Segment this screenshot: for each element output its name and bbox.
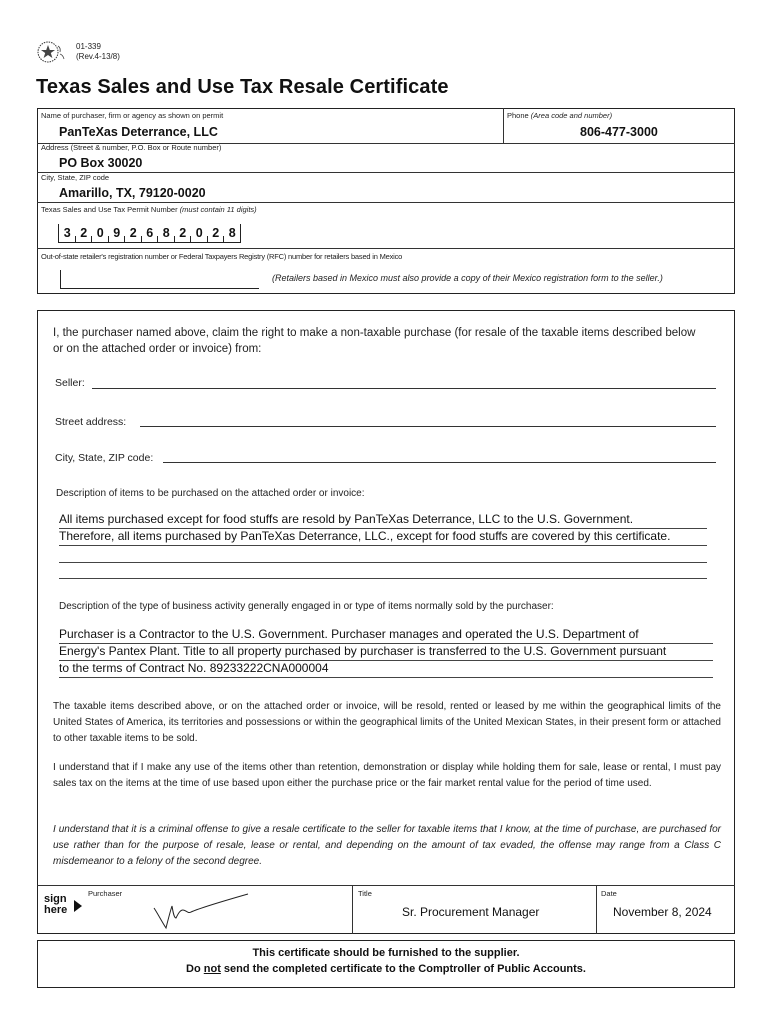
divider (37, 248, 735, 249)
sign-here-marker (44, 894, 67, 916)
form-number (76, 42, 120, 62)
street-address-field[interactable] (140, 412, 716, 427)
seller-label: Seller: (55, 377, 85, 389)
purchaser-signature-label: Purchaser (88, 889, 123, 898)
permit-label-main: Texas Sales and Use Tax Permit Number (41, 205, 178, 214)
footer-line-2-end: send the completed certificate to the Comptroller of Public Accounts. (220, 963, 586, 975)
use-tax-paragraph: I understand that if I make any use of the items other than retention, demonstration or display while holding them for sale, lease or rental, I must pay sales tax on the items at the time of use based upon either the purchase price or the fair market rental value for the period of time used. (53, 762, 721, 789)
permit-label (41, 205, 257, 214)
seller-field[interactable] (92, 374, 716, 389)
business-line[interactable]: to the terms of Contract No. 89233222CNA000004 (59, 661, 713, 678)
phone-label-note: (Area code and number) (530, 111, 613, 120)
items-description-label: Description of items to be purchased on the attached order or invoice: (56, 488, 365, 499)
address-label: Address (Street & number, P.O. Box or Route number) (41, 143, 222, 152)
footer-line-2-start: Do (186, 963, 204, 975)
permit-digit: 2 (175, 224, 192, 242)
seller-city-label: City, State, ZIP code: (55, 452, 154, 464)
permit-digit: 6 (142, 224, 159, 242)
sign-here-top: sign (44, 893, 67, 905)
seller-city-field[interactable] (163, 448, 716, 463)
items-line[interactable] (59, 562, 707, 579)
resale-terms-paragraph: The taxable items described above, or on the attached order or invoice, will be resold, rented or leased by me within the geographical limits of the United States of America, its territories and possessions or within the geographical limits of the United Mexican States, in their present form or attached to other taxable items to be sold. (53, 701, 721, 744)
divider (503, 108, 504, 143)
sign-here-bottom: here (44, 904, 68, 916)
phone-label-main: Phone (507, 111, 529, 120)
title-field[interactable]: Sr. Procurement Manager (402, 905, 540, 919)
permit-digit: 8 (158, 224, 175, 242)
date-label: Date (601, 889, 617, 898)
rfc-label: Out-of-state retailer's registration number or Federal Taxpayers Registry (RFC) number for retailers based in Mexico (41, 252, 403, 261)
permit-number-field[interactable] (58, 224, 241, 243)
purchaser-name-field[interactable]: PanTeXas Deterrance, LLC (59, 125, 218, 139)
footer-notice-box (37, 940, 735, 988)
divider (352, 885, 353, 934)
permit-digit: 0 (92, 224, 109, 242)
divider (596, 885, 597, 934)
permit-digit: 2 (208, 224, 225, 242)
divider (37, 172, 735, 173)
street-address-label: Street address: (55, 416, 127, 428)
title-label: Title (358, 889, 372, 898)
criminal-offense-paragraph: I understand that it is a criminal offense to give a resale certificate to the seller for taxable items that I know, at the time of purchase, are purchased for use rather than for the purpose of resale, lease or rental, and depending on the amount of tax evaded, the offense may range from a Class C misdemeanor to a felony of the second degree. (53, 824, 721, 867)
claim-statement: I, the purchaser named above, claim the right to make a non-taxable purchase (for resale of the taxable items described below or on the attached order or invoice) from: (53, 327, 696, 355)
phone-field[interactable]: 806-477-3000 (580, 125, 658, 139)
form-revision: (Rev.4-13/8) (76, 52, 120, 61)
date-field[interactable]: November 8, 2024 (613, 905, 712, 919)
texas-comptroller-seal-icon (36, 40, 66, 64)
items-line[interactable]: Therefore, all items purchased by PanTeXas Deterrance, LLC., except for food stuffs are covered by this certificate. (59, 529, 707, 546)
permit-digit: 9 (109, 224, 126, 242)
business-description-label: Description of the type of business activity generally engaged in or type of items normally sold by the purchaser: (59, 601, 554, 612)
address-field[interactable]: PO Box 30020 (59, 156, 143, 170)
items-line[interactable]: All items purchased except for food stuffs are resold by PanTeXas Deterrance, LLC to the U.S. Government. (59, 512, 707, 529)
arrow-right-icon (73, 898, 83, 914)
permit-digit: 3 (59, 224, 76, 242)
form-id: 01-339 (76, 42, 101, 51)
permit-digit: 2 (125, 224, 142, 242)
divider (37, 202, 735, 203)
footer-line-2 (38, 963, 734, 975)
footer-line-1: This certificate should be furnished to the supplier. (252, 947, 520, 959)
items-line[interactable] (59, 546, 707, 563)
permit-label-note: (must contain 11 digits) (179, 205, 257, 214)
purchaser-signature-field[interactable] (150, 888, 260, 932)
footer-not-emphasis: not (203, 963, 221, 975)
divider (37, 885, 735, 886)
rfc-note: (Retailers based in Mexico must also provide a copy of their Mexico registration form to the seller.) (272, 273, 663, 283)
page-title: Texas Sales and Use Tax Resale Certificate (36, 76, 449, 98)
business-line[interactable]: Energy's Pantex Plant. Title to all property purchased by purchaser is transferred to the U.S. Government pursuant (59, 644, 713, 661)
handwritten-signature (150, 888, 260, 932)
permit-digit: 0 (191, 224, 208, 242)
business-line[interactable]: Purchaser is a Contractor to the U.S. Government. Purchaser manages and operated the U.S. Department of (59, 627, 713, 644)
rfc-number-field[interactable] (60, 270, 259, 289)
phone-label (507, 111, 612, 120)
purchaser-name-label: Name of purchaser, firm or agency as shown on permit (41, 111, 224, 120)
permit-digit: 8 (224, 224, 241, 242)
permit-digit: 2 (76, 224, 93, 242)
city-field[interactable]: Amarillo, TX, 79120-0020 (59, 186, 206, 200)
city-label: City, State, ZIP code (41, 173, 110, 182)
